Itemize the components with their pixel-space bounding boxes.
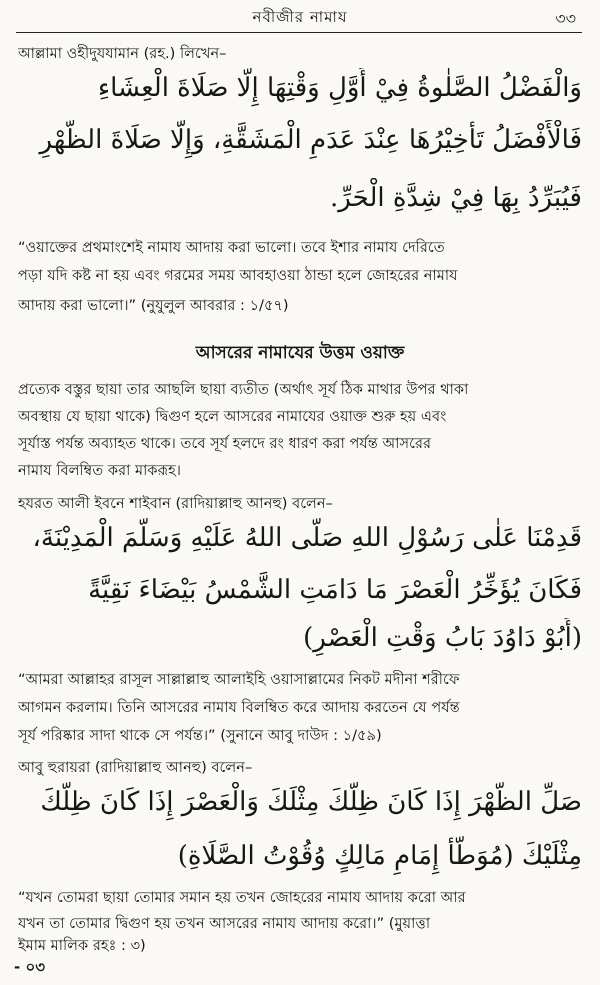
- section-heading: আসরের নামাযের উত্তম ওয়াক্ত: [195, 343, 405, 363]
- body-line: নামায বিলম্বিত করা মাকরূহ।: [18, 462, 182, 479]
- arabic-hadith-line: صَلِّ الظُّهْرَ إِذَا كَانَ ظِلُّكَ مِثْلَكَ وَالْعَصْرَ إِذَا كَانَ ظِلُّكَ: [40, 787, 582, 817]
- arabic-quote-line: فَيُبَرِّدُ بِهَا فِيْ شِدَّةِ الْحَرِّ.: [330, 183, 582, 213]
- body-line: অবস্থায় যে ছায়া থাকে) দ্বিগুণ হলে আসরের নামাযের ওয়াক্ত শুরু হয় এবং: [18, 408, 447, 425]
- translation-line: পড়া যদি কষ্ট না হয় এবং গরমের সময় আবহাওয়া ঠান্ডা হলে জোহরের নামায: [18, 267, 458, 284]
- arabic-hadith-line: مِثْلَيْكَ (مُوَطَّأُ إِمَامِ مَالِكٍ وُقُوْتُ الصَّلَاةِ): [177, 841, 582, 871]
- translation-line: “আমরা আল্লাহর রাসূল সাল্লাল্লাহু আলাইহি ওয়াসাল্লামের নিকট মদীনা শরীফে: [18, 671, 460, 688]
- signature-mark: - ০৩: [14, 958, 45, 976]
- arabic-hadith-line: فَكَانَ يُؤَخِّرُ الْعَصْرَ مَا دَامَتِ الشَّمْسُ بَيْضَاءَ نَقِيَّةً: [88, 575, 582, 605]
- narrator-line: আবু হুরায়রা (রাদিয়াল্লাহু আনহু) বলেন–: [18, 759, 253, 776]
- running-header-title: নবীজীর নামায: [252, 8, 348, 26]
- arabic-quote-line: وَالْفَضْلُ الصَّلٰوةُ فِيْ أَوَّلِ وَقْتِهَا إِلَّا صَلَاةَ الْعِشَاءِ: [97, 73, 582, 103]
- body-line: প্রত্যেক বস্তুর ছায়া তার আছলি ছায়া ব্যতীত (অর্থাৎ সূর্য ঠিক মাথার উপর থাকা: [18, 381, 469, 398]
- translation-line: সূর্য পরিষ্কার সাদা থাকে সে পর্যন্ত।” (সুনানে আবু দাউদ : ১/৫৯): [18, 727, 382, 744]
- translation-line: আদায় করা ভালো।” (নুযুলুল আবরার : ১/৫৭): [18, 297, 289, 314]
- translation-line: “যখন তোমরা ছায়া তোমার সমান হয় তখন জোহরের নামায আদায় করো আর: [18, 889, 466, 906]
- arabic-quote-line: فَالْأَفْضَلُ تَأْخِيْرُهَا عِنْدَ عَدَمِ الْمَشَقَّةِ، وَإِلَّا صَلَاةَ الظُّهْرِ: [39, 125, 582, 155]
- arabic-hadith-line: (أَبُوْ دَاوُدَ بَابُ وَقْتِ الْعَصْرِ): [303, 623, 582, 653]
- translation-line: “ওয়াক্তের প্রথমাংশেই নামায আদায় করা ভালো। তবে ইশার নামায দেরিতে: [18, 239, 445, 256]
- narrator-line: হযরত আলী ইবনে শাইবান (রাদিয়াল্লাহু আনহু) বলেন–: [18, 495, 333, 512]
- page-number: ৩৩: [555, 9, 576, 28]
- arabic-hadith-line: قَدِمْنَا عَلٰى رَسُوْلِ اللهِ صَلَّى اللهُ عَلَيْهِ وَسَلَّمَ الْمَدِيْنَةَ،: [32, 523, 582, 553]
- translation-line: আগমন করলাম। তিনি আসরের নামায বিলম্বিত করে আদায় করতেন যে পর্যন্ত: [18, 699, 460, 716]
- translation-line: যখন তা তোমার দ্বিগুণ হয় তখন আসরের নামায আদায় করো।” (মুয়াত্তা: [18, 915, 431, 932]
- body-line: সূর্যাস্ত পর্যন্ত অব্যাহত থাকে। তবে সূর্য হলদে রং ধারণ করা পর্যন্ত আসরের: [18, 435, 432, 452]
- translation-line: ইমাম মালিক রহঃ : ৩): [18, 937, 146, 954]
- intro-line: আল্লামা ওহীদুযযামান (রহ.) লিখেন–: [18, 45, 227, 62]
- header-rule: [16, 32, 582, 33]
